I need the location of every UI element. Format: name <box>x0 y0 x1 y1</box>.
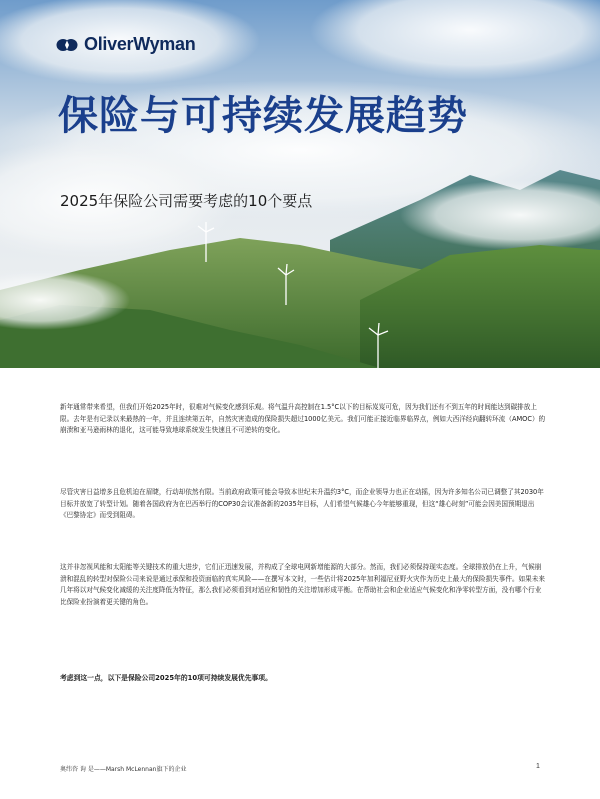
page-title: 保险与可持续发展趋势 <box>58 93 468 139</box>
hero-landscape-image <box>0 0 600 368</box>
intro-paragraph: 新年通常带来希望，但我们开始2025年时，很难对气候变化感到乐观。将气温升高控制在1.5°C以下的目标岌岌可危，因为我们还有不到五年的时间能达到碳排放上限。去年是有记录以来最热的一年，并且连续第五年，自然灾害造成的保险损失超过1000亿美元。我们可能正接近临界临界点，例如大西洋经向翻转环流（AMOC）的崩溃和亚马逊雨林的退化，这可能导致地球系统发生快速且不可逆转的变化。 <box>60 403 546 435</box>
mountain-landscape-graphic <box>0 0 600 368</box>
oliver-wyman-logo-mark-icon <box>56 37 78 53</box>
body-paragraph: 尽管灾害日益增多且危机迫在眉睫，行动却依然有限。当前政府政策可能会导致本世纪末升温约3°C，而企业领导力也正在动摇，因为许多知名公司已调整了其2030年目标并放宽了转型计划。随着各国政府为在巴西举行的COP30会议准备新的2035年目标，人们希望气候雄心今年能够重现，但这“雄心时刻”可能会因美国预期退出《巴黎协定》而受到阻碍。 <box>60 488 544 520</box>
oliver-wyman-logo <box>56 34 195 55</box>
logo-wordmark: OliverWyman <box>84 34 196 54</box>
footer-company-line: 奥纬咨 询 是——Marsh McLennan旗下的企业 <box>60 766 187 773</box>
page-subtitle: 2025年保险公司需要考虑的10个要点 <box>60 192 313 210</box>
page-number: 1 <box>536 763 540 770</box>
emphasis-statement: 考虑到这一点，以下是保险公司2025年的10项可持续发展优先事项。 <box>60 674 272 682</box>
body-paragraph: 这并非忽视风能和太阳能等关键技术的重大进步，它们正迅速发展，并构成了全球电网新增能源的大部分。然而，我们必须保持现实态度。全球排放仍在上升，气候崩溃和混乱的转型对保险公司来说是通过承保和投资面临的真实风险——在撰写本文时，一些估计将2025年加利福尼亚野火灾作为历史上最大的保险损失事件。如果未来几年将以对气候变化减缓的关注度降低为特征，那么我们必须看到对适应和韧性的关注增加形成平衡。在帮助社会和企业适应气候变化和净零转型方面，没有哪个行业比保险业扮演着更关键的角色。 <box>60 563 545 606</box>
